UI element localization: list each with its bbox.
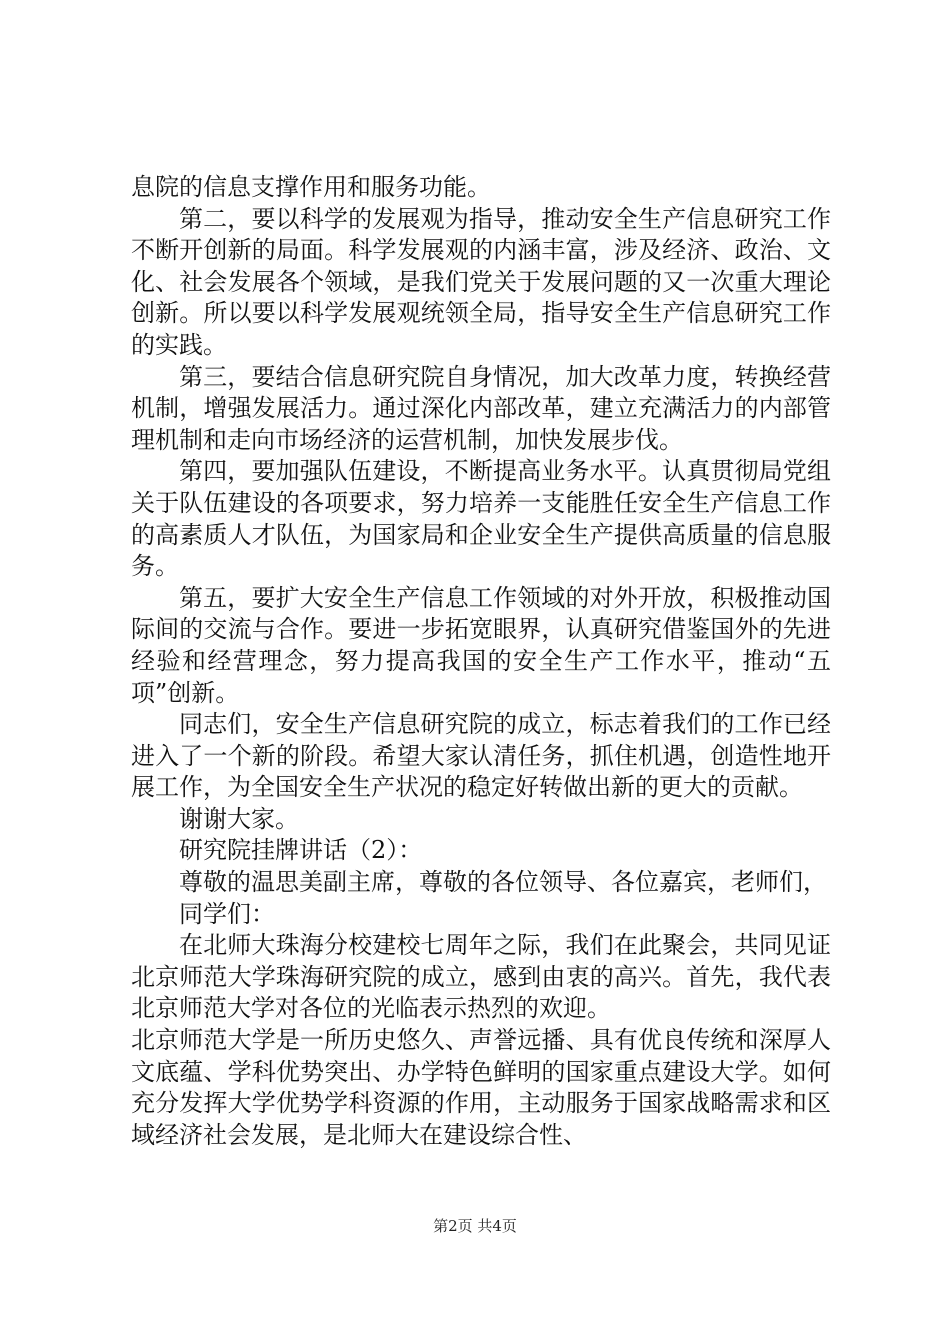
paragraph: 同学们： xyxy=(179,899,275,928)
paragraph: 研究院挂牌讲话（2）： xyxy=(179,836,423,865)
document-body xyxy=(131,172,831,1151)
paragraph: 息院的信息支撑作用和服务功能。 xyxy=(131,173,491,201)
paragraph: 第二，要以科学的发展观为指导，推动安全生产信息研究工作不断开创新的局面。科学发展观的内涵丰富，涉及经济、政治、文化、社会发展各个领域，是我们党关于发展问题的又一次重大理论创新。所以要以科学发展观统领全局，指导安全生产信息研究工作的实践。 xyxy=(131,204,831,359)
paragraph: 尊敬的温思美副主席，尊敬的各位领导、各位嘉宾，老师们， xyxy=(179,868,827,897)
paragraph: 同志们，安全生产信息研究院的成立，标志着我们的工作已经进入了一个新的阶段。希望大家认清任务，抓住机遇，创造性地开展工作，为全国安全生产状况的稳定好转做出新的更大的贡献。 xyxy=(131,710,831,802)
paragraph: 第四，要加强队伍建设，不断提高业务水平。认真贯彻局党组关于队伍建设的各项要求，努力培养一支能胜任安全生产信息工作的高素质人才队伍，为国家局和企业安全生产提供高质量的信息服务。 xyxy=(131,457,831,581)
paragraph: 第三，要结合信息研究院自身情况，加大改革力度，转换经营机制，增强发展活力。通过深化内部改革，建立充满活力的内部管理机制和走向市场经济的运营机制，加快发展步伐。 xyxy=(131,362,831,454)
paragraph: 北京师范大学是一所历史悠久、声誉远播、具有优良传统和深厚人文底蕴、学科优势突出、办学特色鲜明的国家重点建设大学。如何充分发挥大学优势学科资源的作用，主动服务于国家战略需求和区域经济社会发展，是北师大在建设综合性、 xyxy=(131,1026,831,1149)
paragraph: 谢谢大家。 xyxy=(179,804,299,833)
paragraph: 在北师大珠海分校建校七周年之际，我们在此聚会，共同见证北京师范大学珠海研究院的成立，感到由衷的高兴。首先，我代表北京师范大学对各位的光临表示热烈的欢迎。 xyxy=(131,931,831,1023)
page-footer: 第2页 共4页 xyxy=(433,1217,517,1235)
paragraph: 第五，要扩大安全生产信息工作领域的对外开放，积极推动国际间的交流与合作。要进一步拓宽眼界，认真研究借鉴国外的先进经验和经营理念，努力提高我国的安全生产工作水平，推动“五项”创新。 xyxy=(131,583,831,707)
